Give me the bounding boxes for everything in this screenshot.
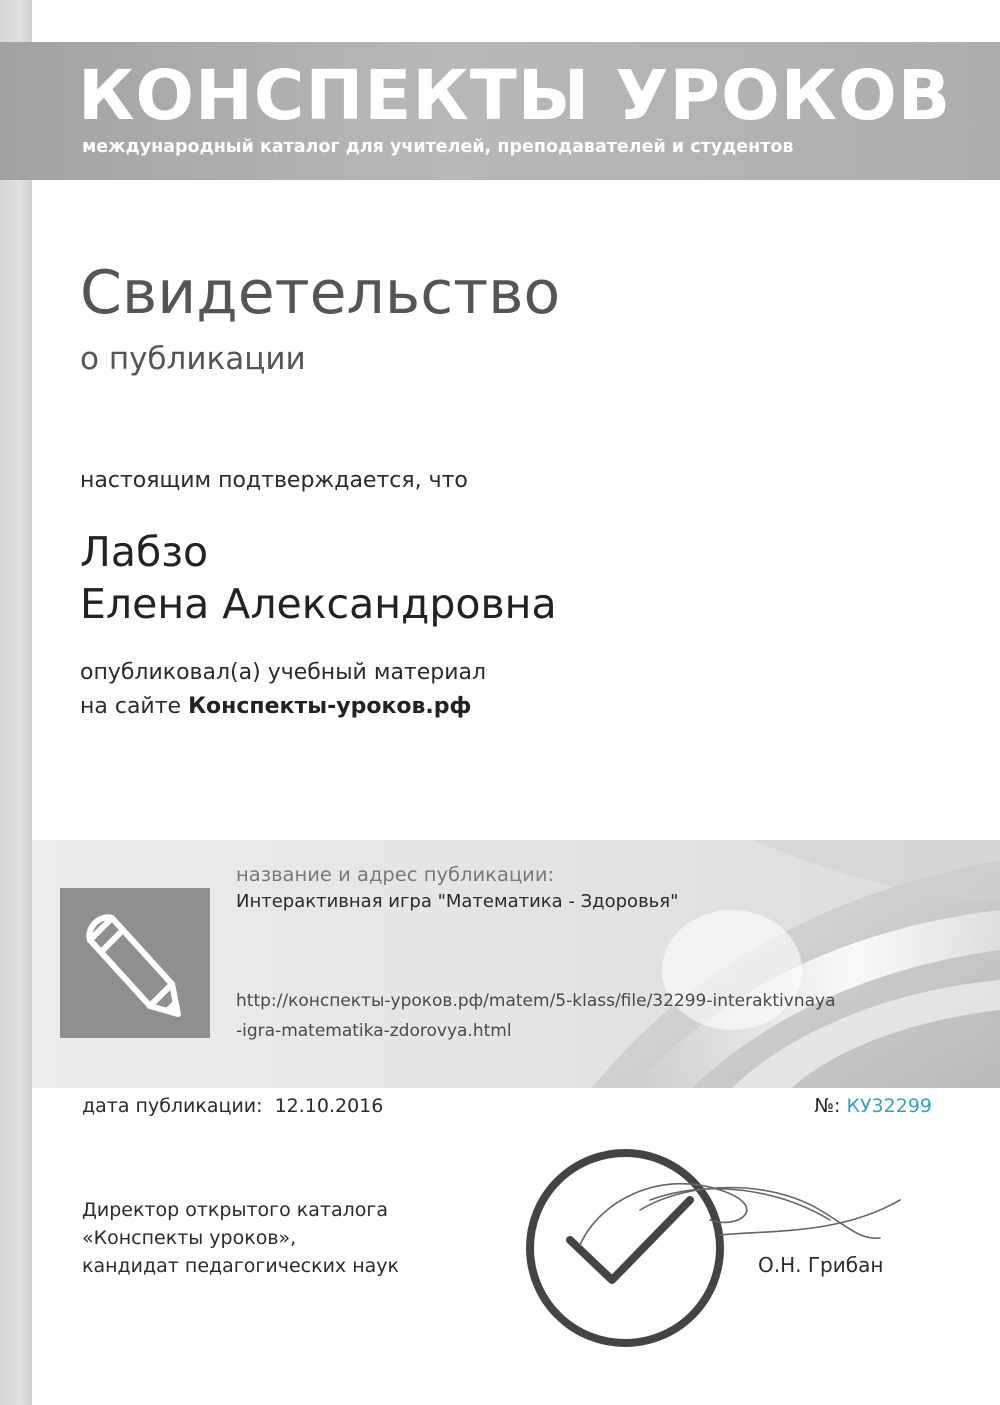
publication-date	[82, 1090, 383, 1122]
certificate-number	[814, 1090, 932, 1122]
publication-title: Интерактивная игра "Математика - Здоровья"	[236, 891, 679, 912]
signer-name: О.Н. Грибан	[758, 1253, 884, 1277]
left-decorative-stripe	[0, 0, 32, 1405]
pencil-icon	[60, 888, 210, 1038]
publication-url[interactable]	[236, 986, 836, 1046]
site-prefix: на сайте	[80, 694, 189, 719]
site-name: Конспекты-уроков.рф	[188, 694, 472, 719]
publication-url-line1[interactable]: http://конспекты-уроков.рф/matem/5-klass/file/32299-interaktivnaya	[236, 991, 836, 1011]
header-title: КОНСПЕКТЫ УРОКОВ	[78, 56, 952, 136]
publication-label: название и адрес публикации:	[236, 863, 555, 886]
director-line2: «Конспекты уроков»,	[82, 1227, 297, 1249]
date-label: дата публикации:	[82, 1095, 263, 1117]
date-value: 12.10.2016	[274, 1095, 384, 1117]
director-line3: кандидат педагогических наук	[82, 1255, 399, 1277]
director-title	[82, 1196, 399, 1280]
publication-statement	[80, 656, 486, 724]
number-label: №:	[814, 1095, 841, 1117]
certificate-subtitle: о публикации	[80, 341, 306, 377]
recipient-surname: Лабзо	[80, 528, 209, 576]
recipient-name-block	[80, 526, 557, 630]
number-value: КУ32299	[846, 1095, 932, 1117]
signature-scribble	[580, 1184, 900, 1245]
certificate-title: Свидетельство	[80, 258, 561, 328]
publication-statement-line1: опубликовал(а) учебный материал	[80, 660, 487, 685]
confirmation-text: настоящим подтверждается, что	[80, 468, 468, 493]
director-line1: Директор открытого каталога	[82, 1199, 389, 1221]
recipient-given-names: Елена Александровна	[80, 580, 557, 628]
publication-url-line2[interactable]: -igra-matematika-zdorovya.html	[236, 1021, 512, 1041]
header-subtitle: международный каталог для учителей, преподавателей и студентов	[82, 137, 794, 157]
publication-statement-line2	[80, 690, 486, 724]
